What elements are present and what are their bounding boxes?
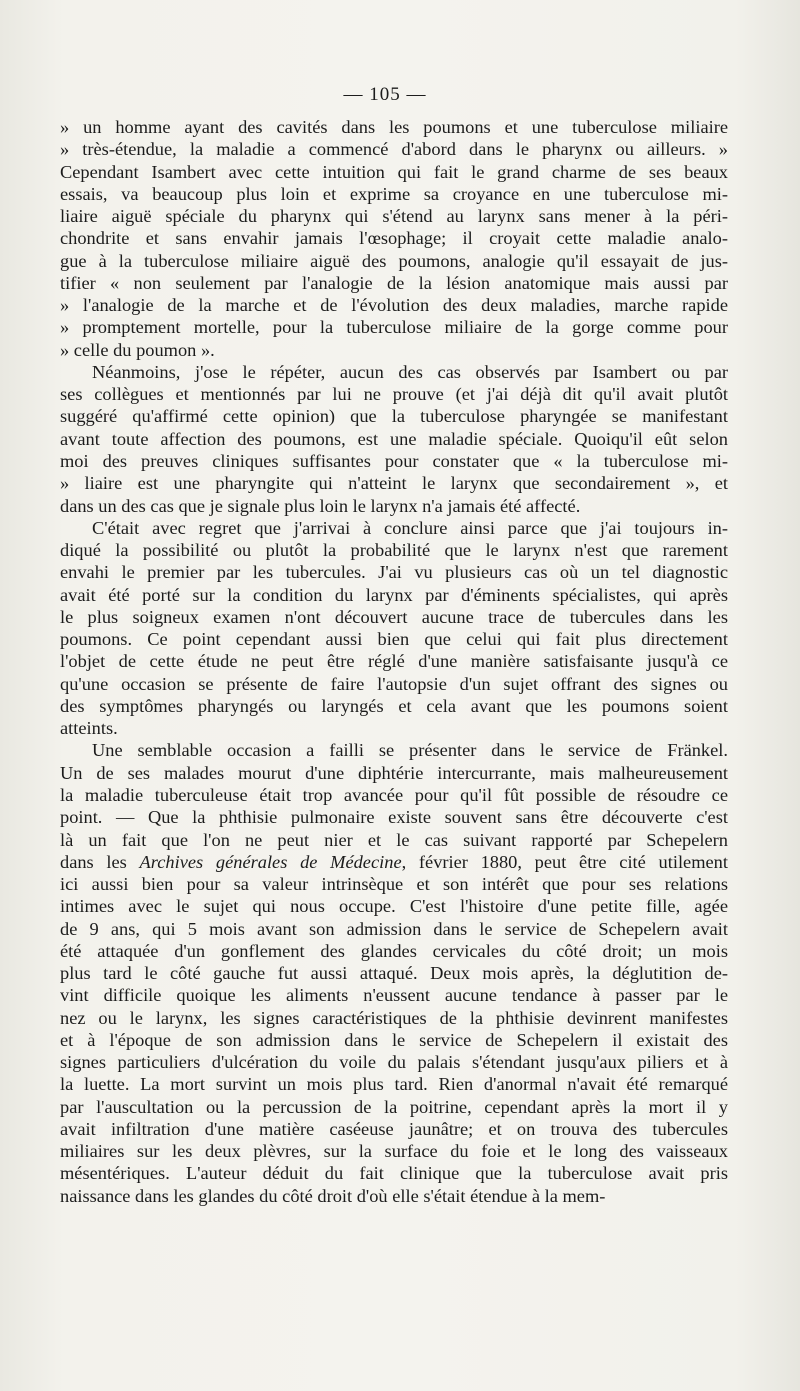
text-line: qu'une occasion se présente de faire l'autopsie d'un sujet offrant des signes ou [60,673,728,694]
text-line: » promptement mortelle, pour la tuberculose miliaire de la gorge comme pour [60,317,728,338]
text-line: le plus soigneux examen n'ont découvert aucune trace de tubercules dans les [60,606,728,627]
text-line: par l'auscultation ou la percussion de la poitrine, cependant après la mort il y [60,1096,728,1117]
text-line: dans un des cas que je signale plus loin le larynx n'a jamais été affecté. [60,495,581,516]
paragraph [60,517,728,740]
text-line: la maladie tuberculeuse était trop avancée pour qu'il fût possible de résoudre ce [60,784,728,805]
text-line: miliaires sur les deux plèvres, sur la surface du foie et le long des vaisseaux [60,1141,728,1162]
text-line: avant toute affection des poumons, est une maladie spéciale. Quoiqu'il eût selon [60,428,728,449]
text-line: liaire aiguë spéciale du pharynx qui s'étend au larynx sans mener à la péri- [60,206,728,227]
text-line: été attaquée d'un gonflement des glandes cervicales du côté droit; un mois [60,940,728,961]
text-line: naissance dans les glandes du côté droit d'où elle s'était étendue à la mem- [60,1185,606,1206]
text-line: avait infiltration d'une matière caséeuse jaunâtre; et on trouva des tubercules [60,1118,728,1139]
text-line: chondrite et sans envahir jamais l'œsophage; il croyait cette maladie analo- [60,228,728,249]
text-line: tifier « non seulement par l'analogie de la lésion anatomique mais aussi par [60,272,728,293]
text-line: l'objet de cette étude ne peut être réglé d'une manière satisfaisante jusqu'à ce [60,651,728,672]
text-line: signes particuliers d'ulcération du voile du palais s'étendant jusqu'aux piliers et à [60,1052,728,1073]
text-line: plus tard le côté gauche fut aussi attaqué. Deux mois après, la déglutition de- [60,963,728,984]
text-line: poumons. Ce point cependant aussi bien que celui qui fait plus directement [60,629,728,650]
text-line: ici aussi bien pour sa valeur intrinsèque et son intérêt que pour ses relations [60,874,728,895]
text-line: envahi le premier par les tubercules. J'ai vu plusieurs cas où un tel diagnostic [60,562,728,583]
text-line: » liaire est une pharyngite qui n'atteint le larynx que secondairement », et [60,473,728,494]
text-line: nez ou le larynx, les signes caractéristiques de la phthisie devinrent manifestes [60,1007,728,1028]
paragraph [60,361,728,517]
text-line: Cependant Isambert avec cette intuition qui fait le grand charme de ses beaux [60,161,728,182]
text-line: » très-étendue, la maladie a commencé d'abord dans le pharynx ou ailleurs. » [60,139,728,160]
text-line: Un de ses malades mourut d'une diphtérie intercurrante, mais malheureusement [60,762,728,783]
text-line: atteints. [60,718,118,739]
text-line: » celle du poumon ». [60,339,215,360]
text-line: Néanmoins, j'ose le répéter, aucun des cas observés par Isambert ou par [92,361,728,382]
page-number: — 105 — [343,84,427,105]
text-line: moi des preuves cliniques suffisantes pour constater que « la tuberculose mi- [60,450,728,471]
body-text [60,116,728,1207]
text-line: avait été porté sur la condition du larynx par d'éminents spécialistes, qui après [60,584,728,605]
text-line: » l'analogie de la marche et de l'évolution des deux maladies, marche rapide [60,295,728,316]
text-line: point. — Que la phthisie pulmonaire existe souvent sans être découverte c'est [60,807,728,828]
text-line: ses collègues et mentionnés par lui ne prouve (et j'ai déjà dit qu'il avait plutôt [60,384,728,405]
text-line: de 9 ans, qui 5 mois avant son admission dans le service de Schepelern avait [60,918,728,939]
text-line: essais, va beaucoup plus loin et exprime sa croyance en une tuberculose mi- [60,183,728,204]
text-line: là un fait que l'on ne peut nier et le cas suivant rapporté par Schepelern [60,829,728,850]
text-line: la luette. La mort survint un mois plus tard. Rien d'anormal n'avait été remarqué [60,1074,728,1095]
text-line: suggéré qu'affirmé cette opinion) que la tuberculose pharyngée se manifestant [60,406,728,427]
text-line: vint difficile quoique les aliments n'eussent aucune tendance à passer par le [60,985,728,1006]
text-line: dans les Archives générales de Médecine, février 1880, peut être cité utilement [60,851,728,872]
text-line: C'était avec regret que j'arrivai à conclure ainsi parce que j'ai toujours in- [92,517,728,538]
text-line: » un homme ayant des cavités dans les poumons et une tuberculose miliaire [60,117,728,137]
text-line: diqué la possibilité ou plutôt la probabilité que le larynx n'est que rarement [60,540,728,561]
text-line: des symptômes pharyngés ou laryngés et cela avant que les poumons soient [60,695,728,716]
text-line: intimes avec le sujet qui nous occupe. C'est l'histoire d'une petite fille, agée [60,896,728,917]
paragraph [60,739,728,1207]
paragraph [60,116,728,361]
text-line: gue à la tuberculose miliaire aiguë des poumons, analogie qu'il essayait de jus- [60,250,728,271]
text-line: et à l'époque de son admission dans le service de Schepelern il existait des [60,1029,728,1050]
text-line: mésentériques. L'auteur déduit du fait clinique que la tuberculose avait pris [60,1163,728,1184]
text-line: Une semblable occasion a failli se présenter dans le service de Fränkel. [92,740,728,761]
